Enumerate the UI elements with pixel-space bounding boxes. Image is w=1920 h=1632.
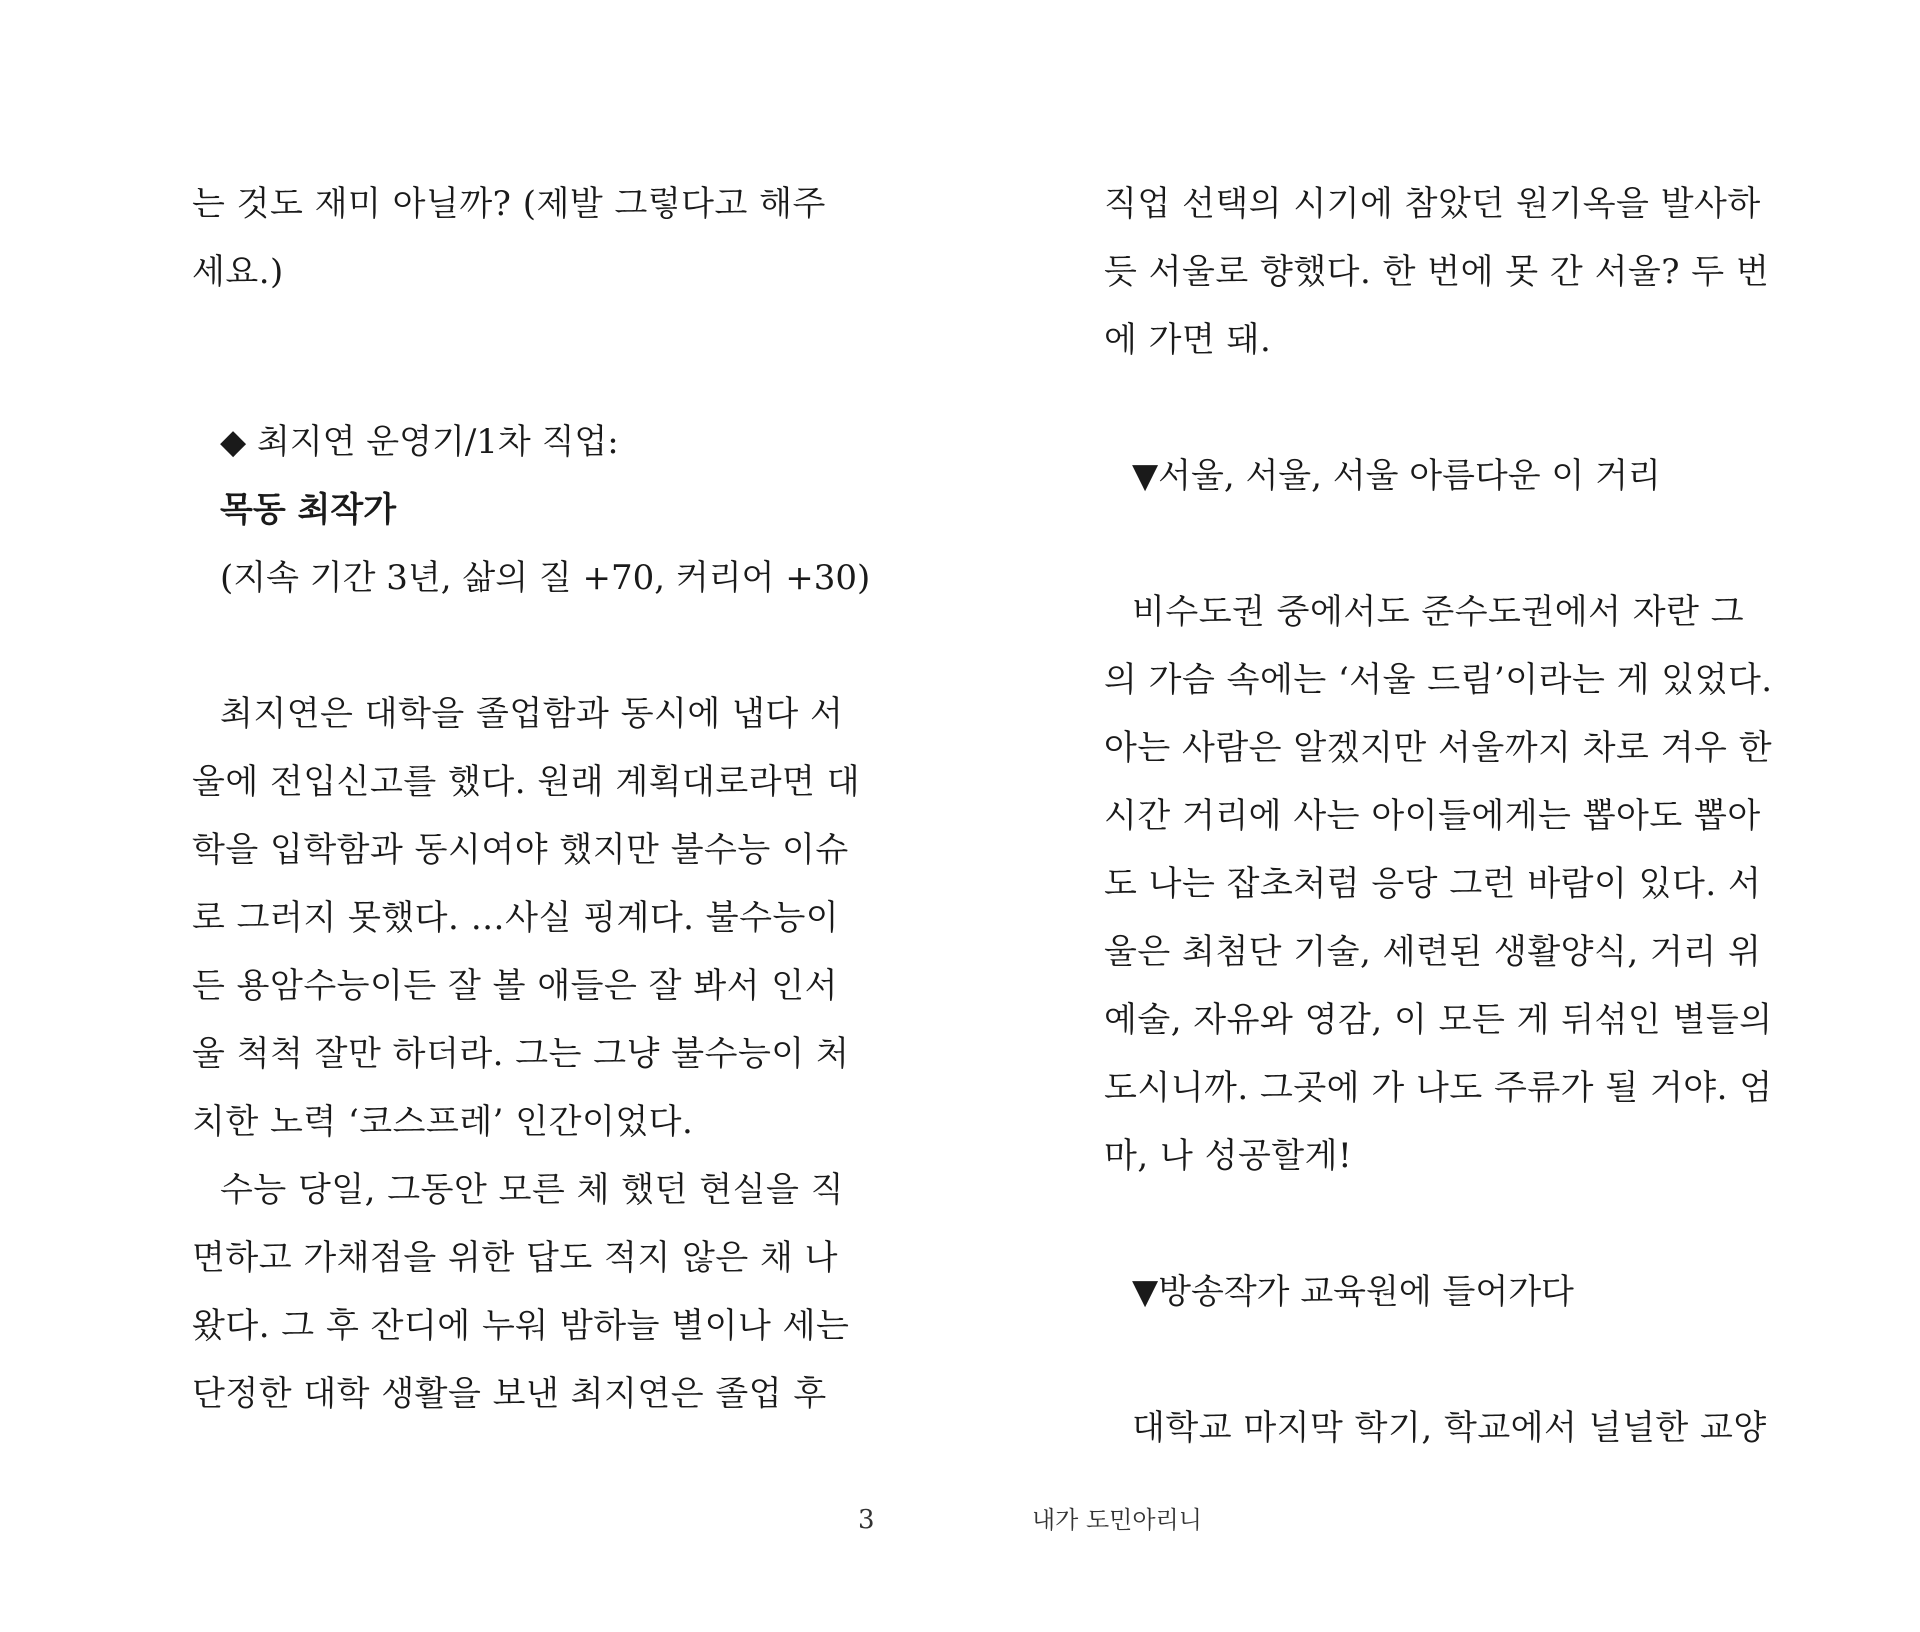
text-line: 세요.) [192,252,284,292]
spacer [192,612,820,680]
text-line: 울 척척 잘만 하더라. 그는 그냥 불수능이 처 [192,1034,850,1074]
section-title: 목동 최작가 [220,490,397,530]
text-line: 는 것도 재미 아닐까? (제발 그렇다고 해주 [192,184,826,224]
spacer [192,306,820,374]
spacer [192,374,820,408]
right-page-column [1104,170,1773,1462]
text-line: 마, 나 성공할게! [1104,1136,1353,1176]
spacer [1104,544,1732,578]
text-line: 비수도권 중에서도 준수도권에서 자란 그 [1132,592,1745,632]
text-line: 의 가슴 속에는 ‘서울 드림’이라는 게 있었다. [1104,660,1773,700]
text-line: 듯 서울로 향했다. 한 번에 못 간 서울? 두 번 [1104,252,1770,292]
section-stats: (지속 기간 3년, 삶의 질 +70, 커리어 +30) [220,558,871,598]
text-line: 도 나는 잡초처럼 응당 그런 바람이 있다. 서 [1104,864,1762,904]
text-line: 대학교 마지막 학기, 학교에서 널널한 교양 [1132,1408,1767,1448]
text-line: 왔다. 그 후 잔디에 누워 밤하늘 별이나 세는 [192,1306,850,1346]
text-line: 예술, 자유와 영감, 이 모든 게 뒤섞인 별들의 [1104,1000,1773,1040]
text-line: 수능 당일, 그동안 모른 체 했던 현실을 직 [220,1170,844,1210]
section-marker: ◆ 최지연 운영기/1차 직업: [220,422,619,462]
left-page-column [192,170,871,1428]
spacer [1104,1190,1732,1258]
text-line: 최지연은 대학을 졸업함과 동시에 냅다 서 [220,694,844,734]
text-line: 시간 거리에 사는 아이들에게는 뽑아도 뽑아 [1104,796,1761,836]
text-line: 에 가면 돼. [1104,320,1272,360]
text-line: 도시니까. 그곳에 가 나도 주류가 될 거야. 엄 [1104,1068,1773,1108]
spacer [1104,510,1732,544]
spacer [1104,1326,1732,1394]
text-line: 학을 입학함과 동시여야 했지만 불수능 이슈 [192,830,849,870]
text-line: 직업 선택의 시기에 참았던 원기옥을 발사하 [1104,184,1761,224]
text-line: 치한 노력 ‘코스프레’ 인간이었다. [192,1102,694,1142]
text-line: 울에 전입신고를 했다. 원래 계획대로라면 대 [192,762,861,802]
text-line: 단정한 대학 생활을 보낸 최지연은 졸업 후 [192,1374,827,1414]
spacer [1104,374,1732,442]
text-line: 로 그러지 못했다. …사실 핑계다. 불수능이 [192,898,840,938]
text-line: 든 용암수능이든 잘 볼 애들은 잘 봐서 인서 [192,966,838,1006]
text-line: 면하고 가채점을 위한 답도 적지 않은 채 나 [192,1238,838,1278]
text-line: 아는 사람은 알겠지만 서울까지 차로 겨우 한 [1104,728,1773,768]
subheading: ▼서울, 서울, 서울 아름다운 이 거리 [1132,456,1661,496]
page-number: 3 [858,1505,875,1535]
text-line: 울은 최첨단 기술, 세련된 생활양식, 거리 위 [1104,932,1762,972]
running-title: 내가 도민아리니 [1032,1506,1202,1534]
subheading: ▼방송작가 교육원에 들어가다 [1132,1272,1574,1312]
